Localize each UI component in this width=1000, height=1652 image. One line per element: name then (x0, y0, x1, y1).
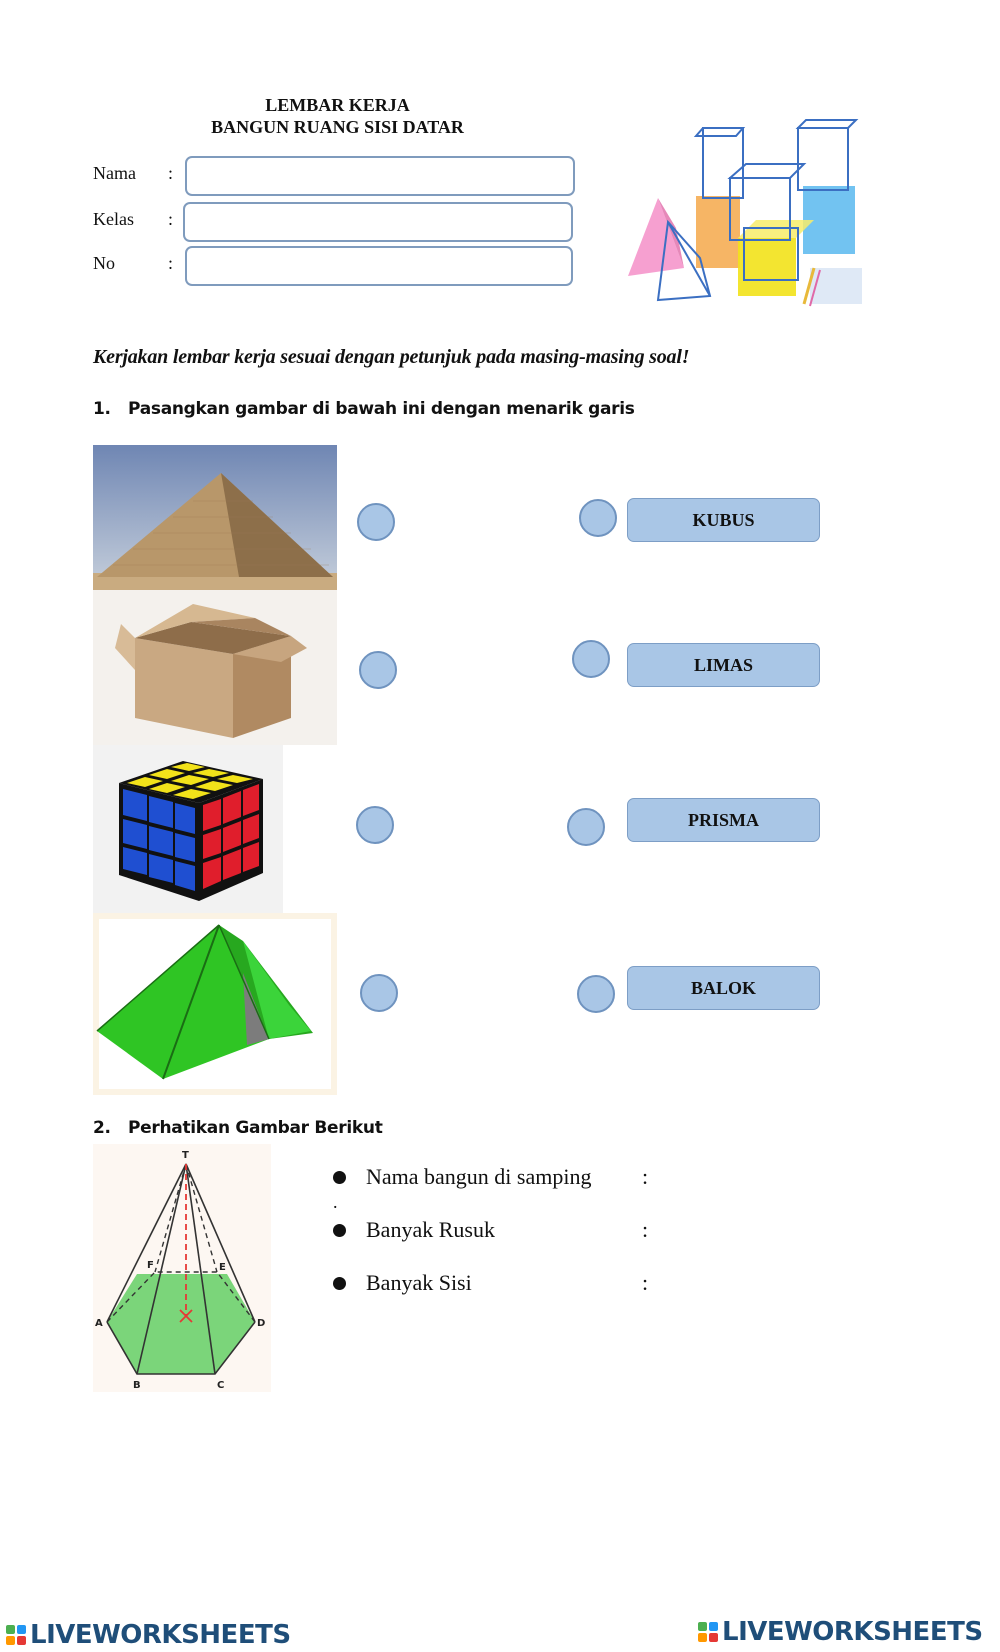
worksheet-title (200, 94, 475, 138)
match-dot-right-1[interactable] (579, 499, 617, 537)
form-label-no: No (93, 253, 115, 273)
logo-square-4 (17, 1636, 26, 1645)
pyramid-photo (93, 445, 337, 590)
bullet-icon (333, 1224, 346, 1237)
form-colon-nama: : (168, 163, 174, 183)
question-1-number: 1. (93, 399, 111, 419)
question-1-heading (93, 399, 635, 419)
q2-colon-nama-bangun: : (642, 1164, 649, 1189)
bullet-icon (333, 1171, 346, 1184)
nama-field[interactable] (185, 156, 575, 196)
vertex-label-b: B (133, 1380, 141, 1391)
cardboard-box-photo (93, 590, 337, 745)
match-dot-right-2[interactable] (572, 640, 610, 678)
q2-item-banyak-rusuk (333, 1217, 495, 1243)
logo-square-2 (709, 1622, 718, 1631)
question-1-text: Pasangkan gambar di bawah ini dengan menarik garis (128, 399, 635, 419)
q2-item-nama-bangun (333, 1164, 591, 1190)
answer-box-limas: LIMAS (627, 643, 820, 687)
match-dot-left-4[interactable] (360, 974, 398, 1012)
q2-colon-banyak-rusuk: : (642, 1217, 649, 1242)
vertex-label-e: E (219, 1262, 226, 1273)
title-line-2: BANGUN RUANG SISI DATAR (211, 117, 464, 137)
logo-square-3 (698, 1633, 707, 1642)
vertex-label-t: T (182, 1150, 189, 1161)
form-colon-kelas: : (168, 209, 174, 229)
rubiks-cube-photo (93, 745, 283, 913)
bullet-icon (333, 1277, 346, 1290)
liveworksheets-logo-icon (698, 1622, 718, 1642)
stray-dot-mark: . (333, 1192, 338, 1212)
logo-square-2 (17, 1625, 26, 1634)
question-2-text: Perhatikan Gambar Berikut (128, 1118, 383, 1138)
q2-colon-banyak-sisi: : (642, 1270, 649, 1295)
vertex-label-a: A (95, 1318, 103, 1329)
vertex-label-c: C (217, 1380, 225, 1391)
instruction-text: Kerjakan lembar kerja sesuai dengan petunjuk pada masing-masing soal! (93, 346, 690, 368)
match-dot-right-4[interactable] (577, 975, 615, 1013)
q2-item-label: Banyak Rusuk (366, 1217, 495, 1242)
footer-logo-left (6, 1620, 291, 1650)
question-2-heading (93, 1118, 383, 1138)
question-2-number: 2. (93, 1118, 111, 1138)
answer-box-kubus: KUBUS (627, 498, 820, 542)
match-dot-left-2[interactable] (359, 651, 397, 689)
tent-photo (93, 913, 337, 1095)
answer-box-balok: BALOK (627, 966, 820, 1010)
liveworksheets-logo-icon (6, 1625, 26, 1645)
match-dot-left-3[interactable] (356, 806, 394, 844)
footer-brand-text: LIVEWORKSHEETS (722, 1617, 983, 1647)
logo-square-3 (6, 1636, 15, 1645)
q2-item-label: Banyak Sisi (366, 1270, 472, 1295)
logo-square-1 (698, 1622, 707, 1631)
answer-box-prisma: PRISMA (627, 798, 820, 842)
form-colon-no: : (168, 253, 174, 273)
footer-brand-text: LIVEWORKSHEETS (30, 1620, 291, 1650)
title-line-1: LEMBAR KERJA (265, 95, 410, 115)
hexagonal-pyramid-figure (93, 1144, 271, 1392)
vertex-label-d: D (257, 1318, 266, 1329)
vertex-label-f: F (147, 1260, 154, 1271)
no-field[interactable] (185, 246, 573, 286)
form-label-kelas: Kelas (93, 209, 134, 229)
logo-square-1 (6, 1625, 15, 1634)
kelas-field[interactable] (183, 202, 573, 242)
logo-square-4 (709, 1633, 718, 1642)
geometric-solids-illustration (628, 118, 876, 318)
q2-item-label: Nama bangun di samping (366, 1164, 592, 1189)
match-dot-left-1[interactable] (357, 503, 395, 541)
form-label-nama: Nama (93, 163, 136, 183)
match-dot-right-3[interactable] (567, 808, 605, 846)
footer-logo-right (698, 1617, 983, 1647)
q2-item-banyak-sisi (333, 1270, 472, 1296)
